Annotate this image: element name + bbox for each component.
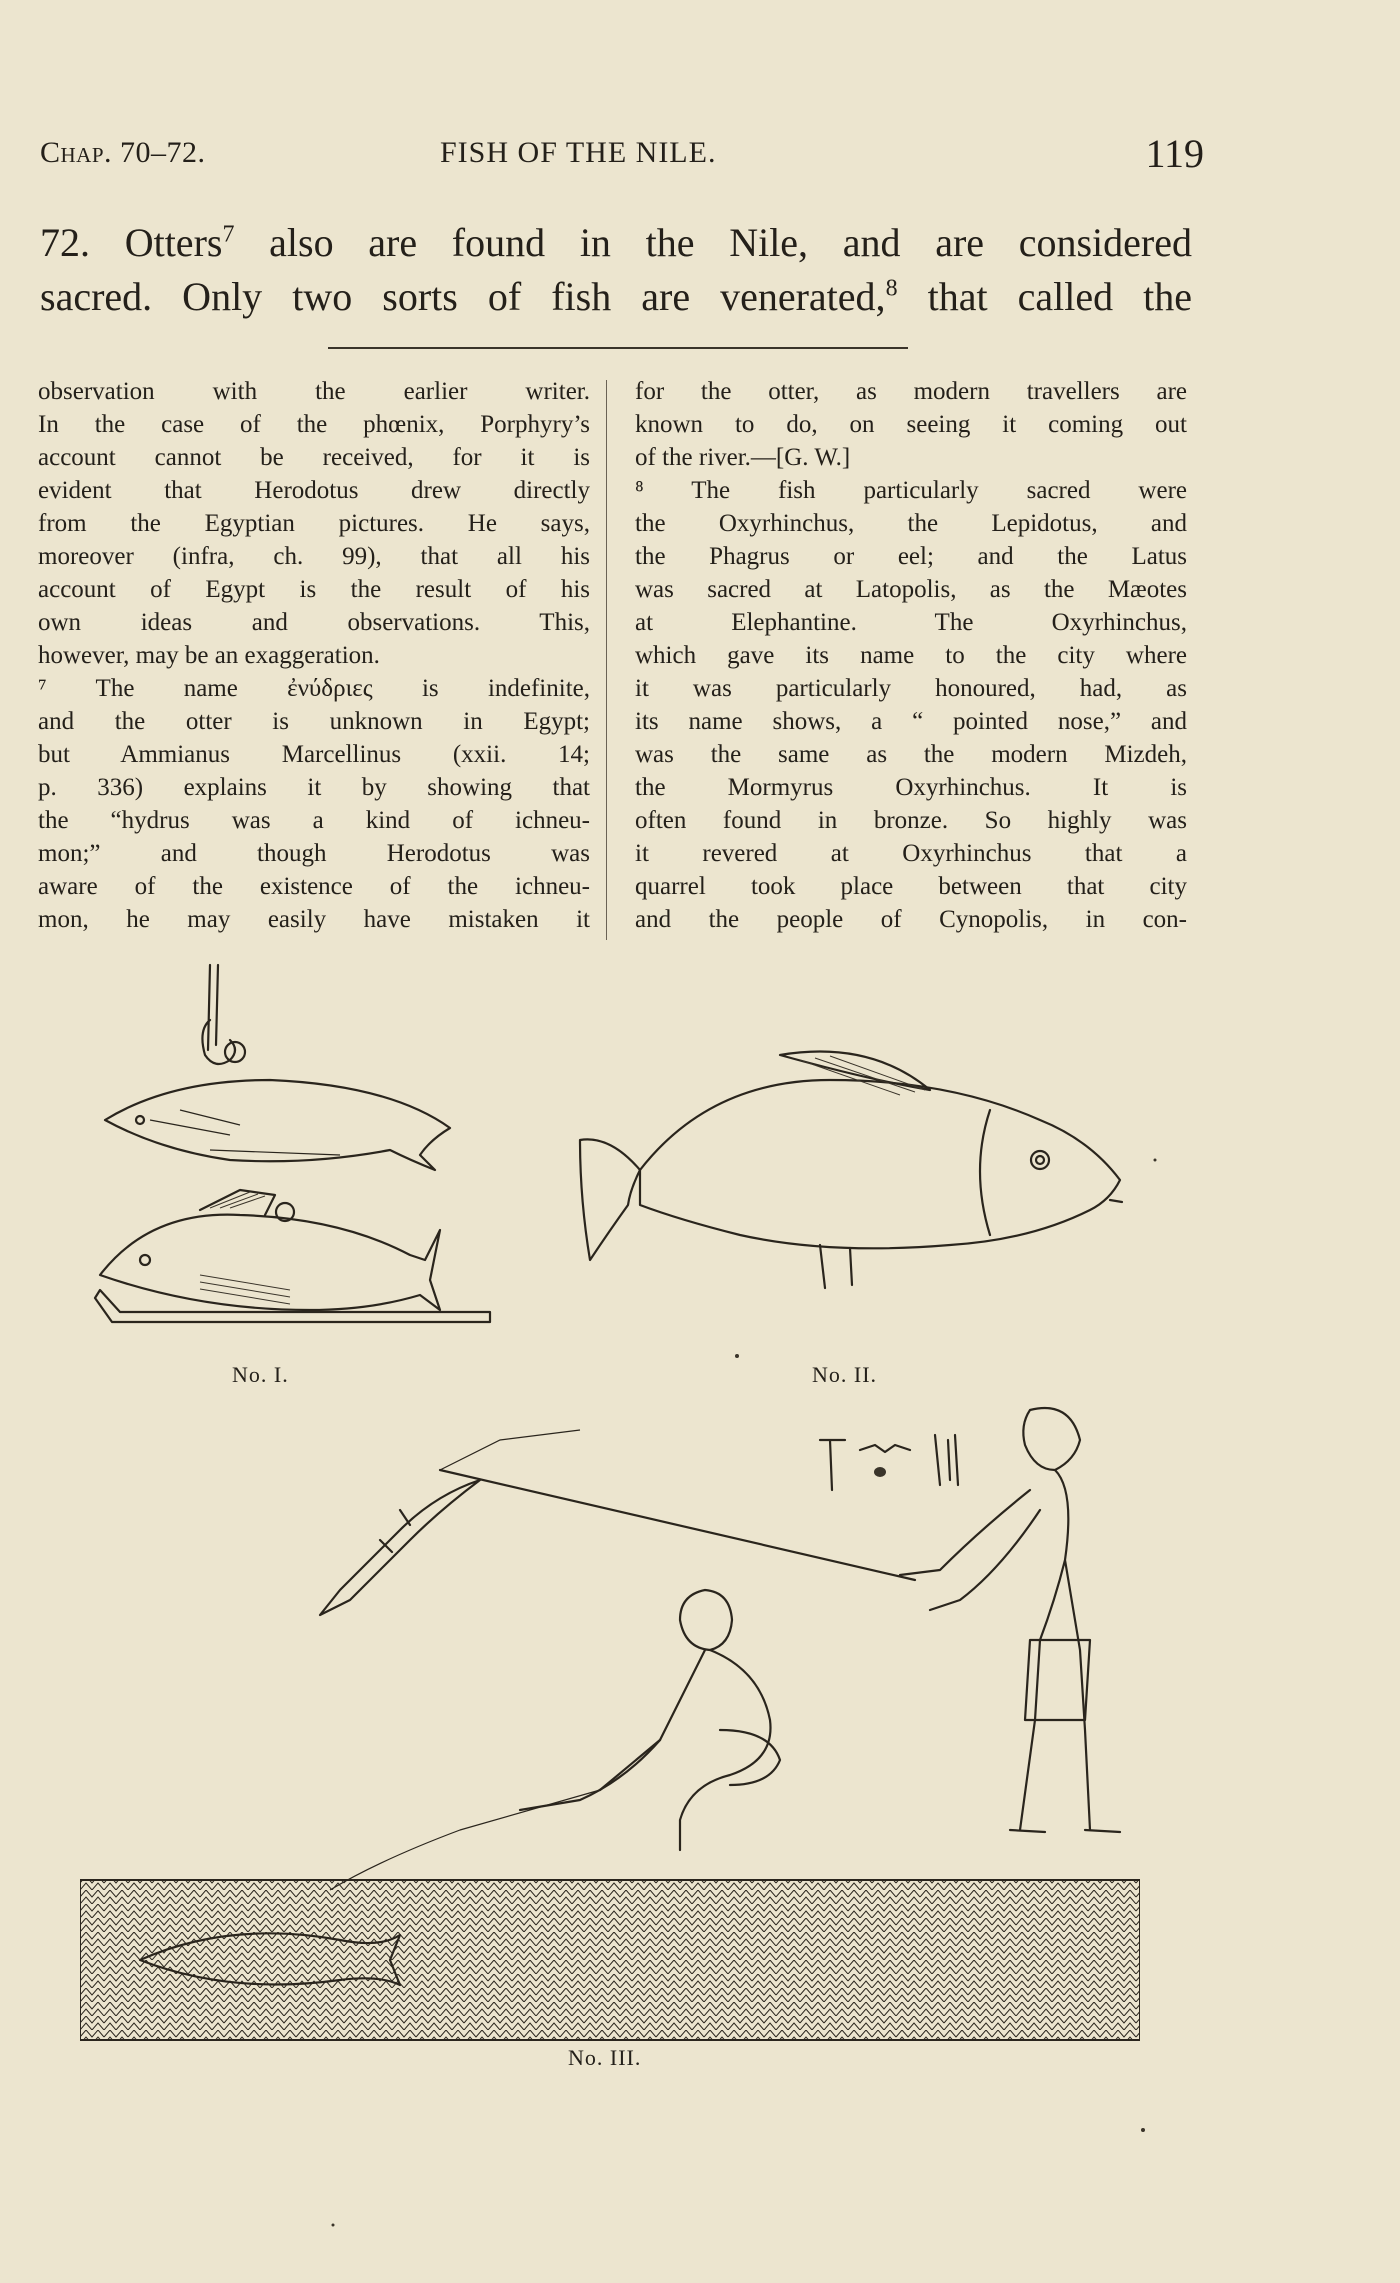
footnote-line: for the otter, as modern travellers are (635, 378, 1187, 405)
chapter-reference: Chap. 70–72. (40, 136, 206, 169)
footnote-line: it revered at Oxyrhinchus that a (635, 840, 1187, 867)
footnote-line: evident that Herodotus drew directly (38, 477, 590, 504)
figure-3-caption: No. III. (568, 2045, 642, 2070)
figure-1-caption: No. I. (232, 1362, 289, 1387)
footnote-line: the Phagrus or eel; and the Latus (635, 543, 1187, 570)
footnote-line: quarrel took place between that city (635, 873, 1187, 900)
footnote-line: aware of the existence of the ichneu- (38, 873, 590, 900)
footnote-line: from the Egyptian pictures. He says, (38, 510, 590, 537)
footnote-line: ⁸ The fish particularly sacred were (635, 477, 1187, 504)
footnote-line: often found in bronze. So highly was (635, 807, 1187, 834)
footnote-line: moreover (infra, ch. 99), that all his (38, 543, 590, 570)
footnote-line: known to do, on seeing it coming out (635, 411, 1187, 438)
footnote-line: mon;” and though Herodotus was (38, 840, 590, 867)
main-line-1: 72. Otters$^7$ also are found in the Nile, and are considered (40, 220, 1192, 265)
footnote-line: but Ammianus Marcellinus (xxii. 14; (38, 741, 590, 768)
footnote-line: observation with the earlier writer. (38, 378, 590, 405)
footnote-line: the Mormyrus Oxyrhinchus. It is (635, 774, 1187, 801)
footnote-line: In the case of the phœnix, Porphyry’s (38, 411, 590, 438)
footnote-line: and the people of Cynopolis, in con- (635, 906, 1187, 933)
footnote-line: the “hydrus was a kind of ichneu- (38, 807, 590, 834)
footnote-ref-7: 7 (222, 221, 235, 248)
footnote-line: was the same as the modern Mizdeh, (635, 741, 1187, 768)
footnote-line: its name shows, a “ pointed nose,” and (635, 708, 1187, 735)
footnote-line: the Oxyrhinchus, the Lepidotus, and (635, 510, 1187, 537)
footnote-line: mon, he may easily have mistaken it (38, 906, 590, 933)
footnote-line: was sacred at Latopolis, as the Mæotes (635, 576, 1187, 603)
section-title: FISH OF THE NILE. (440, 136, 717, 169)
footnote-line: which gave its name to the city where (635, 642, 1187, 669)
footnote-line: account of Egypt is the result of his (38, 576, 590, 603)
footnote-line: and the otter is unknown in Egypt; (38, 708, 590, 735)
figure-2-caption: No. II. (812, 1362, 878, 1387)
footnote-line: own ideas and observations. This, (38, 609, 590, 636)
footnote-line: account cannot be received, for it is (38, 444, 590, 471)
footnote-ref-8: 8 (885, 275, 898, 302)
main-line-2: sacred. Only two sorts of fish are venerated,$^8$ that called the (40, 274, 1193, 319)
footnote-line: however, may be an exaggeration. (38, 642, 380, 669)
footnote-line: ⁷ The name ἐνύδριες is indefinite, (38, 675, 590, 702)
footnote-line: at Elephantine. The Oxyrhinchus, (635, 609, 1187, 636)
footnote-line: p. 336) explains it by showing that (38, 774, 590, 801)
footnote-line: of the river.—[G. W.] (635, 444, 851, 471)
page-number: 119 (1145, 131, 1204, 176)
footnote-line: it was particularly honoured, had, as (635, 675, 1187, 702)
